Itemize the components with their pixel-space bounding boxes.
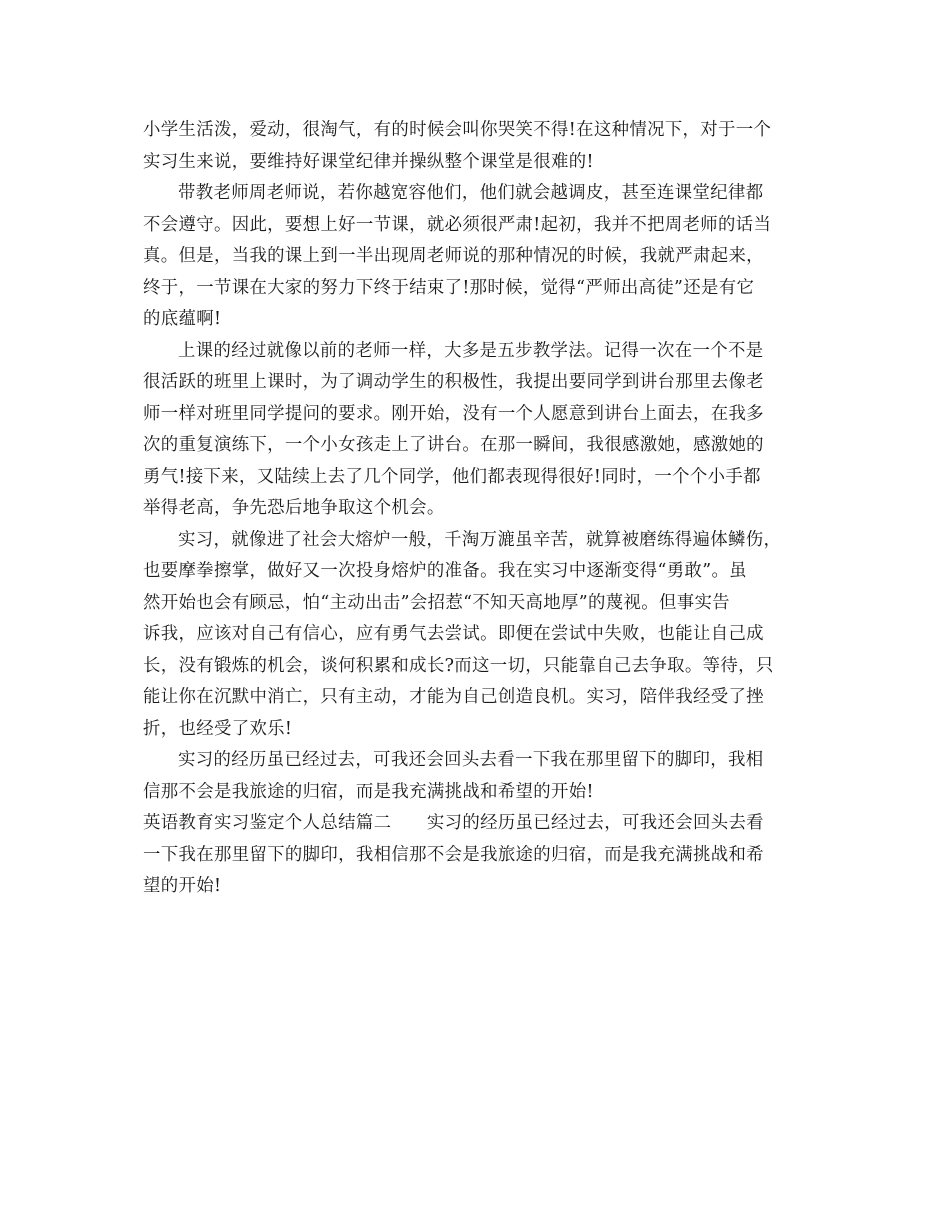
text-line: 实习的经历虽已经过去，可我还会回头去看一下我在那里留下的脚印，我相 — [178, 750, 764, 770]
text-line: 终于，一节课在大家的努力下终于结束了!那时候，觉得“严师出高徒”还是有它 — [143, 277, 755, 298]
text-line: 英语教育实习鉴定个人总结篇二 实习的经历虽已经过去，可我还会回头去看 — [143, 813, 764, 833]
document-body — [143, 115, 808, 903]
text-line: 次的重复演练下，一个小女孩走上了讲台。在那一瞬间，我很感激她，感激她的 — [143, 435, 764, 455]
text-line: 举得老高，争先恐后地争取这个机会。 — [143, 498, 445, 518]
text-line: 实习，就像进了社会大熔炉一般，千淘万漉虽辛苦，就算被磨练得遍体鳞伤， — [178, 529, 782, 550]
text-line: 不会遵守。因此，要想上好一节课，就必须很严肃!起初，我并不把周老师的话当 — [143, 214, 772, 235]
text-line: 真。但是，当我的课上到一半出现周老师说的那种情况的时候，我就严肃起来， — [143, 246, 764, 266]
text-line: 带教老师周老师说，若你越宽容他们，他们就会越调皮，甚至连课堂纪律都 — [178, 183, 764, 203]
text-line: 实习生来说，要维持好课堂纪律并操纵整个课堂是很难的! — [143, 151, 594, 172]
text-line: 很活跃的班里上课时，为了调动学生的积极性，我提出要同学到讲台那里去像老 — [143, 372, 764, 392]
text-line: 能让你在沉默中消亡，只有主动，才能为自己创造良机。实习，陪伴我经受了挫 — [143, 687, 764, 707]
text-line: 一下我在那里留下的脚印，我相信那不会是我旅途的归宿，而是我充满挑战和希 — [143, 844, 764, 865]
text-line: 望的开始! — [143, 876, 222, 896]
text-line: 的底蕴啊! — [143, 309, 222, 329]
text-line: 然开始也会有顾忌，怕“主动出击”会招惹“不知天高地厚”的蔑视。但事实告 — [143, 592, 730, 613]
text-line: 诉我，应该对自己有信心，应有勇气去尝试。即便在尝试中失败，也能让自己成 — [143, 624, 764, 644]
text-line: 折，也经受了欢乐! — [143, 718, 293, 739]
text-line: 长，没有锻炼的机会，谈何积累和成长?而这一切，只能靠自己去争取。等待，只 — [143, 655, 774, 676]
text-line: 小学生活泼，爱动，很淘气，有的时候会叫你哭笑不得!在这种情况下，对于一个 — [143, 120, 772, 140]
text-line: 也要摩拳擦掌，做好又一次投身熔炉的准备。我在实习中逐渐变得“勇敢”。虽 — [143, 561, 747, 581]
text-line: 信那不会是我旅途的归宿，而是我充满挑战和希望的开始! — [143, 781, 594, 802]
text-line: 勇气!接下来，又陆续上去了几个同学，他们都表现得很好!同时，一个个小手都 — [143, 466, 761, 487]
text-line: 上课的经过就像以前的老师一样，大多是五步教学法。记得一次在一个不是 — [178, 340, 764, 361]
text-line: 师一样对班里同学提问的要求。刚开始，没有一个人愿意到讲台上面去，在我多 — [143, 403, 764, 424]
